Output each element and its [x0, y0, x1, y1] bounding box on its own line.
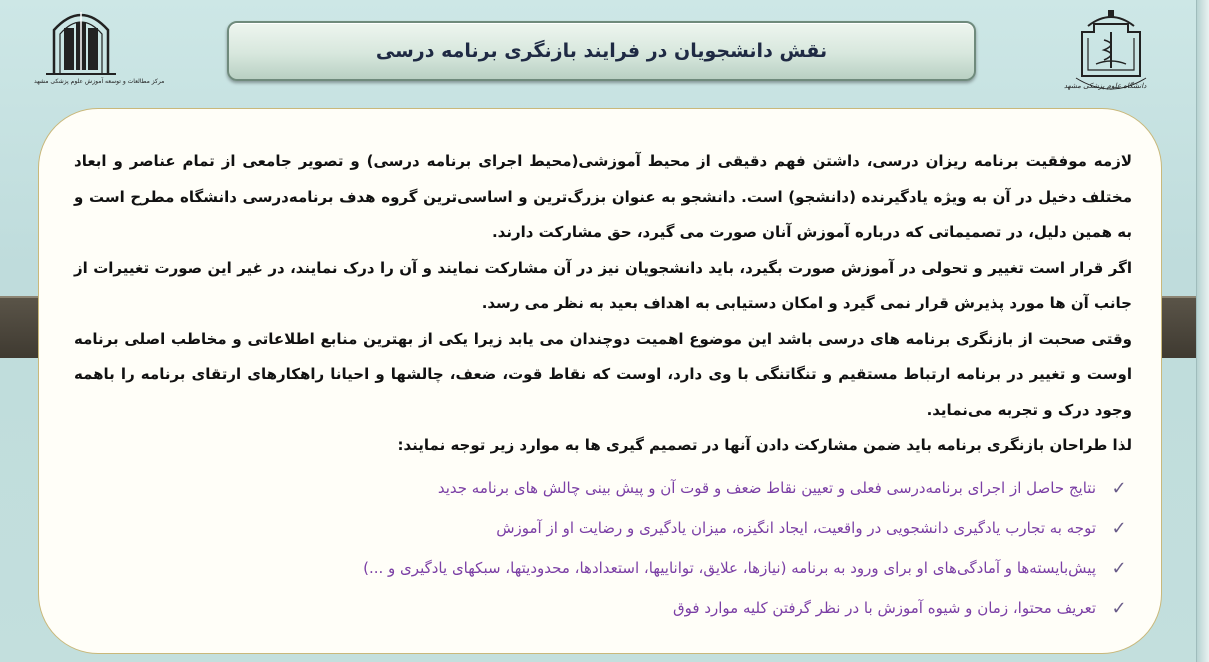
title-banner [227, 21, 976, 81]
check-icon: ✓ [1111, 597, 1127, 619]
paragraph-4: لذا طراحان بازنگری برنامه باید ضمن مشارکت دادن آنها در تصمیم گیری ها به موارد زیر توجه نمایند: [397, 436, 1132, 454]
paragraph-3: وقتی صحبت از بازنگری برنامه های درسی باشد این موضوع اهمیت دوچندان می یابد زیرا یکی از بهترین منابع اطلاعاتی و مخاطب اصلی برنامه اوست و تغییر در برنامه ارتباط مستقیم و تنگاتنگی با وی دارد، اوست که نقاط قوت، ضعف، چالشها و احیانا راهکارهای ارتقای برنامه را باهمه وجود درک و تجربه می‌نماید. [74, 329, 1132, 419]
paragraph-2: اگر قرار است تغییر و تحولی در آموزش صورت بگیرد، باید دانشجویان نیز در آن مشارکت نمایند و آن را درک نمایند، در غیر این صورت تغییرات از جانب آن ها مورد پذیرش قرار نمی گیرد و امکان دستیابی به اهداف بعید به نظر می رسد. [74, 258, 1132, 312]
check-icon: ✓ [1111, 477, 1127, 499]
check-icon: ✓ [1111, 557, 1127, 579]
university-logo [1066, 6, 1156, 96]
edc-caption: مرکز مطالعات و توسعه آموزش علوم پزشکی مشهد [34, 78, 165, 85]
list-item [250, 588, 1130, 628]
list-item-text: نتایج حاصل از اجرای برنامه‌درسی فعلی و تعیین نقاط ضعف و قوت آن و پیش بینی چالش های برنامه جدید [437, 479, 1096, 497]
list-item [250, 508, 1130, 548]
right-edge-strip [1196, 0, 1209, 662]
university-caption: دانشگاه علوم پزشکی مشهد [1064, 82, 1147, 90]
list-item [250, 548, 1130, 588]
list-item-text: پیش‌بایسته‌ها و آمادگی‌های او برای ورود به برنامه (نیازها، علایق، تواناییها، استعدادها، محدودیتها، سبکهای یادگیری و ...) [363, 559, 1096, 577]
paragraphs-block [74, 144, 1132, 464]
edc-emblem-icon [40, 4, 122, 78]
list-item-text: توجه به تجارب یادگیری دانشجویی در واقعیت، ایجاد انگیزه، میزان یادگیری و رضایت او از آموزش [496, 519, 1096, 537]
list-item-text: تعریف محتوا، زمان و شیوه آموزش با در نظر گرفتن کلیه موارد فوق [673, 599, 1096, 617]
check-icon: ✓ [1111, 517, 1127, 539]
paragraph-1: لازمه موفقیت برنامه ریزان درسی، داشتن فهم دقیقی از محیط آموزشی(محیط اجرای برنامه درسی) و تصویر جامعی از تمام عناصر و ابعاد مختلف دخیل در آن به ویژه یادگیرنده (دانشجو) است. دانشجو به عنوان بزرگ‌ترین و اساسی‌ترین گروه هدف برنامه‌درسی دانشگاه مطرح است و به همین دلیل، در تصمیماتی که درباره آموزش آنان صورت می گیرد، حق مشارکت دارند. [74, 152, 1132, 241]
page-title: نقش دانشجویان در فرایند بازنگری برنامه درسی [375, 40, 828, 62]
bullet-list [250, 468, 1130, 628]
list-item [250, 468, 1130, 508]
edc-logo [34, 4, 165, 90]
